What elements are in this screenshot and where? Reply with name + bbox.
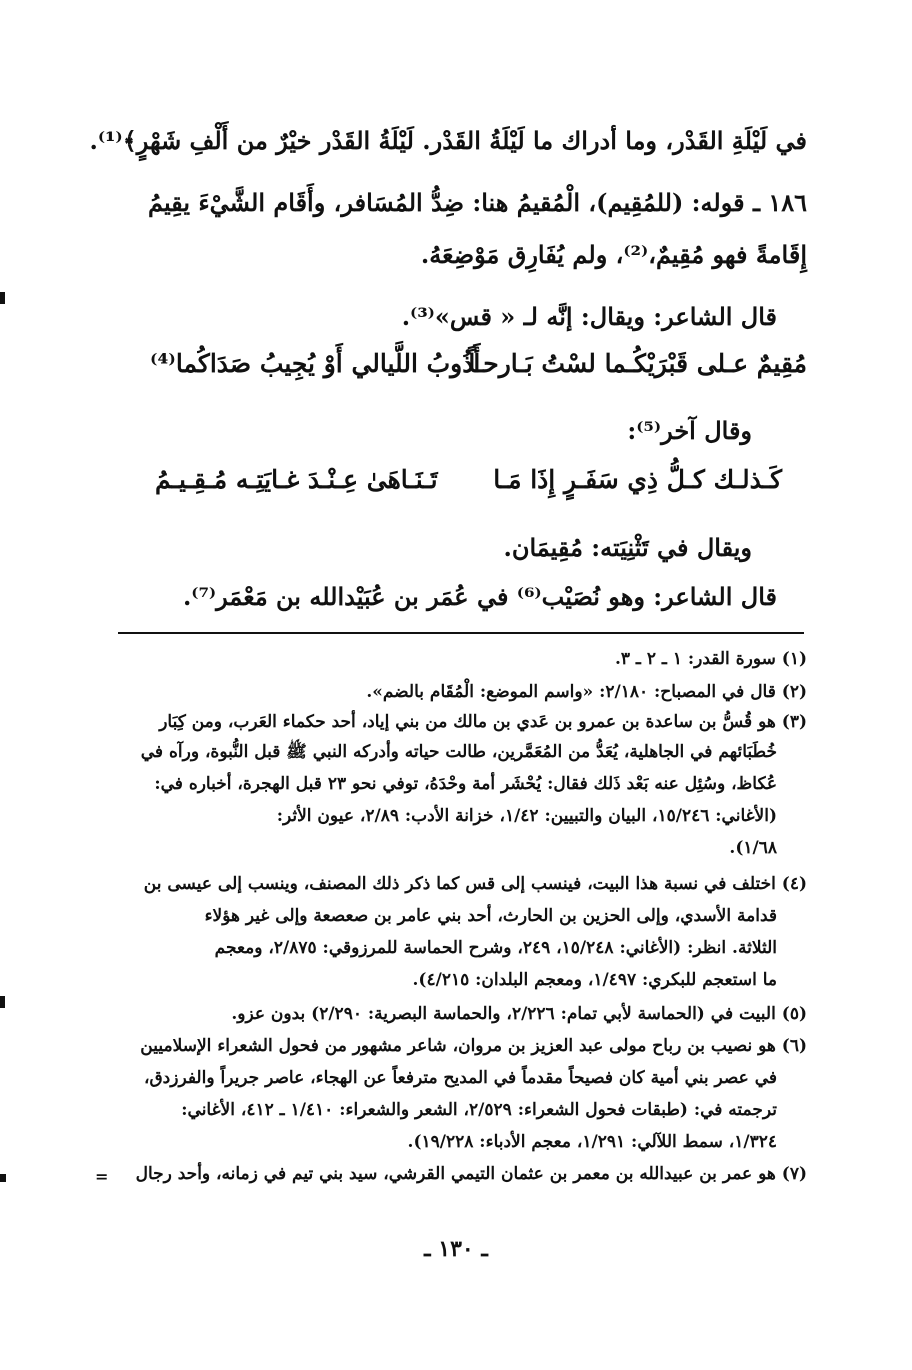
scan-mark — [0, 1174, 6, 1182]
verse-hemistich-first: مُقِيمٌ عـلى قَبْرَيْكُـما لسْتُ بَـارحـاً — [468, 349, 807, 378]
footnote-line: خُطَبَائهم في الجاهلية، يُعَدُّ من المُعَمَّرين، طالت حياته وأدركه النبي ﷺ قبل النُّبوة، ورآه في — [140, 742, 777, 762]
continuation-mark: = — [95, 1167, 109, 1186]
footnote-line: (٤) اختلف في نسبة هذا البيت، فينسب إلى قس كما ذكر ذلك المصنف، وينسب إلى عيسى بن — [143, 874, 807, 894]
footnote-line: في عصر بني أمية كان فصيحاً مقدماً في المديح مترفعاً عن الهجاء، عاصر جريراً والفرزدق، — [144, 1068, 777, 1088]
main-text-line: قال الشاعر: وهو نُصَيْب⁽⁶⁾ في عُمَر بن عُبَيْدالله بن مَعْمَر⁽⁷⁾. — [182, 582, 777, 611]
footnote-line: (٧) هو عمر بن عبيدالله بن معمر بن عثمان التيمي القرشي، سيد بني تيم في زمانه، وأحد رجال — [135, 1164, 807, 1184]
footnote-line: (الأغاني: ١٥/٢٤٦، البيان والتبيين: ١/٤٢، خزانة الأدب: ٢/٨٩، عيون الأثر: — [276, 806, 777, 826]
main-text-line: إِقَامةً فهو مُقِيمٌ،⁽²⁾، ولم يُفَارِق مَوْضِعَهُ. — [420, 240, 807, 269]
footnote-line: (٢) قال في المصباح: ٢/١٨٠: «واسم الموضع: الْمُقَام بالضم». — [366, 682, 807, 702]
verse-hemistich-second: تَـنَـاهَىٰ عِـنْـدَ غـايَتِـه مُـقِـيـمُ — [155, 465, 438, 494]
footnote-line: عُكاظ، وسُئِل عنه بَعْد ذَلك فقال: يُحْشَر أمة وحْدَهُ، توفي نحو ٢٣ قبل الهجرة، أخباره في: — [154, 774, 777, 794]
footnote-line: ترجمته في: (طبقات فحول الشعراء: ٢/٥٢٩، الشعر والشعراء: ١/٤١٠ ـ ٤١٢، الأغاني: — [181, 1100, 777, 1120]
footnote-line: الثلاثة. انظر: (الأغاني: ١٥/٢٤٨، ٢٤٩، وشرح الحماسة للمرزوقي: ٢/٨٧٥، ومعجم — [214, 938, 777, 958]
verse-hemistich-first: كَـذلـك كـلُّ ذِي سَفَـرٍ إِذَا مَـا — [493, 465, 782, 494]
main-text-line: ١٨٦ ـ قوله: (للمُقِيم)، الْمُقيمُ هنا: ضِدُّ المُسَافر، وأَقَام الشَّيْءَ يقِيمُ — [147, 188, 807, 217]
footnote-separator — [118, 632, 804, 634]
page-number: ـ ١٣٠ ـ — [424, 1236, 488, 1262]
verse-hemistich-second: أَذُوبُ اللَّيالي أَوْ يُجِيبُ صَدَاكُما⁽⁴⁾ — [150, 349, 481, 378]
footnote-line: (٦) هو نصيب بن رباح مولى عبد العزيز بن مروان، شاعر مشهور من فحول الشعراء الإسلاميين — [140, 1036, 807, 1056]
scan-mark — [0, 292, 5, 304]
footnote-line: قدامة الأسدي، وإلى الحزين بن الحارث، أحد بني عامر بن صعصعة وإلى غير هؤلاء — [204, 906, 777, 926]
main-text-line: ويقال في تَثْنِيَته: مُقِيمَان. — [503, 533, 752, 562]
main-text-line: قال الشاعر: ويقال: إنَّه لـ « قس»⁽³⁾. — [401, 302, 777, 331]
footnote-line: (١) سورة القدر: ١ ـ ٢ ـ ٣. — [614, 649, 807, 669]
footnote-line: ما استعجم للبكري: ١/٤٩٧، ومعجم البلدان: ٤/٢١٥). — [412, 970, 777, 990]
main-text-line: في لَيْلَةِ القَدْر، وما أدراك ما لَيْلَةُ القَدْر. لَيْلَةُ القَدْر خيْرٌ من أَلْفِ شَهْرٍ﴾⁽¹⁾. — [89, 126, 807, 155]
footnote-line: ١/٣٢٤، سمط اللآلي: ١/٢٩١، معجم الأدباء: ١٩/٢٢٨). — [407, 1132, 777, 1152]
footnote-line: (٥) البيت في (الحماسة لأبي تمام: ٢/٢٢٦، والحماسة البصرية: ٢/٢٩٠) بدون عزو. — [231, 1004, 807, 1024]
scan-mark — [0, 996, 5, 1008]
main-text-line: وقال آخر⁽⁵⁾: — [627, 416, 752, 445]
footnote-line: (٣) هو قُسُّ بن ساعدة بن عمرو بن عَدي بن مالك من بني إياد، أحد حكماء العَرب، ومن كِبَار — [159, 712, 807, 732]
footnote-line: ١/٦٨). — [729, 838, 777, 858]
